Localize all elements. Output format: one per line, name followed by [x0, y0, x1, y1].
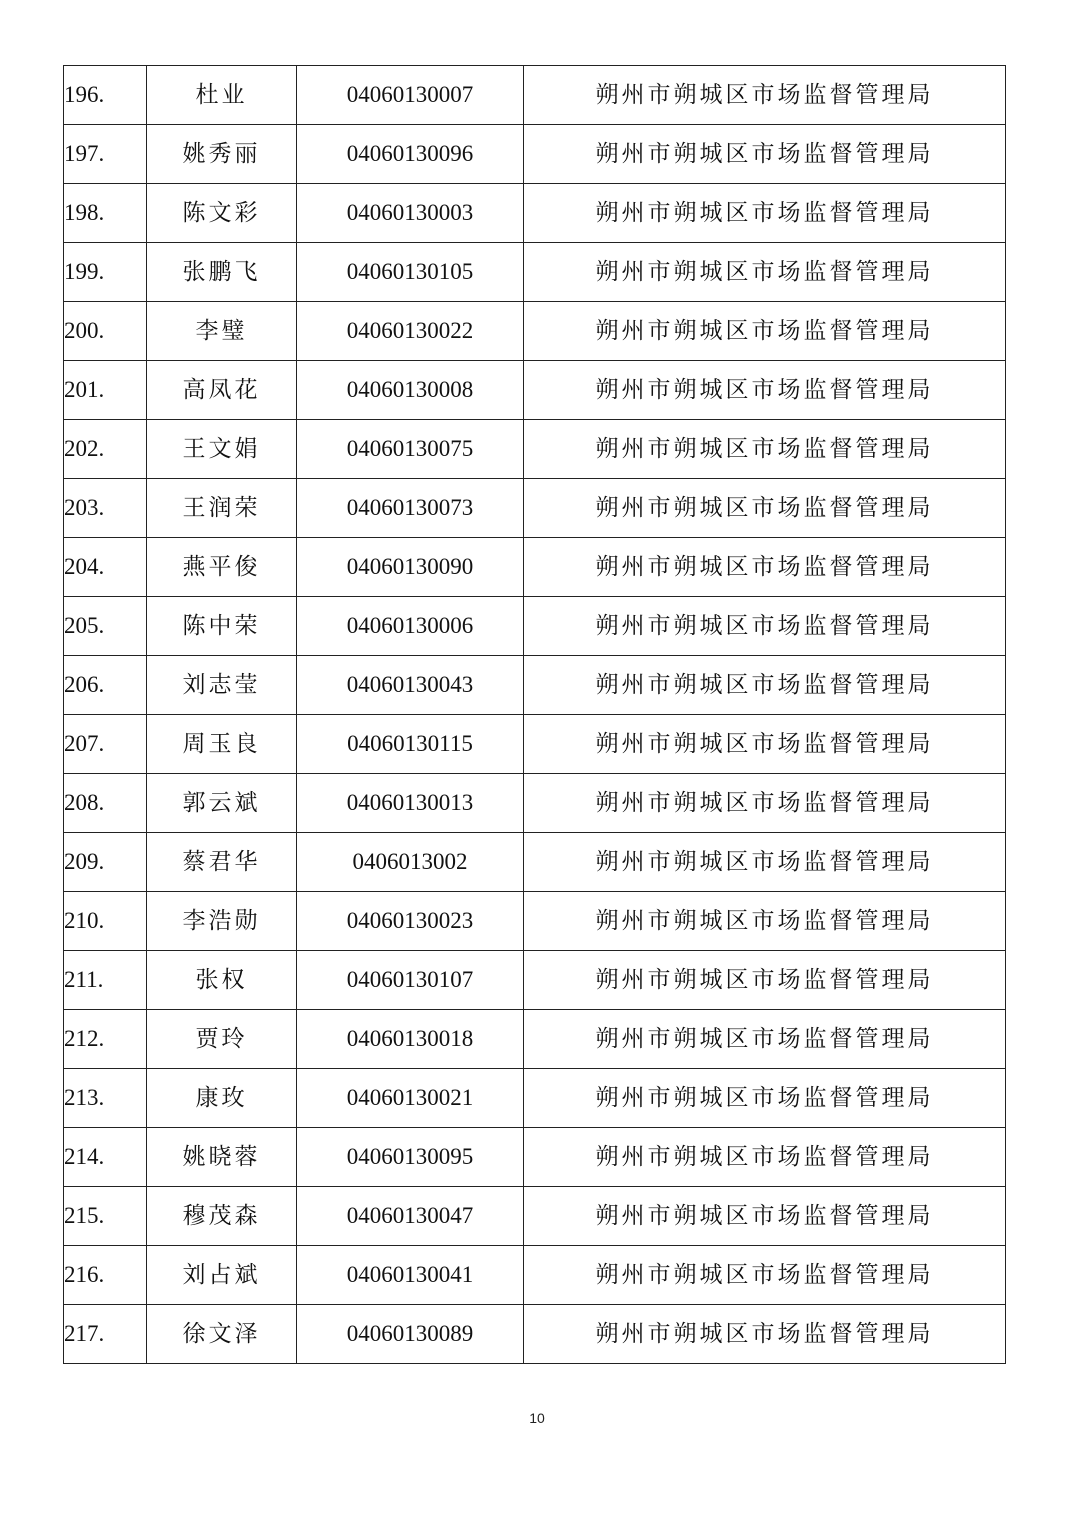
organization-cell: 朔州市朔城区市场监督管理局 — [524, 597, 1006, 656]
person-name-cell: 燕平俊 — [147, 538, 297, 597]
organization-cell: 朔州市朔城区市场监督管理局 — [524, 538, 1006, 597]
row-index-cell: 209. — [64, 833, 147, 892]
table-row — [64, 774, 1006, 833]
table-row — [64, 243, 1006, 302]
person-name-cell: 张鹏飞 — [147, 243, 297, 302]
organization-cell: 朔州市朔城区市场监督管理局 — [524, 125, 1006, 184]
person-name-cell: 刘志莹 — [147, 656, 297, 715]
row-index-cell: 200. — [64, 302, 147, 361]
certificate-number-cell: 04060130022 — [297, 302, 524, 361]
row-index-cell: 213. — [64, 1069, 147, 1128]
certificate-number-cell: 04060130023 — [297, 892, 524, 951]
certificate-number-cell: 04060130041 — [297, 1246, 524, 1305]
row-index-cell: 217. — [64, 1305, 147, 1364]
person-name-cell: 陈文彩 — [147, 184, 297, 243]
table-row — [64, 538, 1006, 597]
organization-cell: 朔州市朔城区市场监督管理局 — [524, 1010, 1006, 1069]
row-index-cell: 206. — [64, 656, 147, 715]
personnel-table-body — [64, 66, 1006, 1364]
table-row — [64, 1305, 1006, 1364]
organization-cell: 朔州市朔城区市场监督管理局 — [524, 420, 1006, 479]
organization-cell: 朔州市朔城区市场监督管理局 — [524, 66, 1006, 125]
row-index-cell: 207. — [64, 715, 147, 774]
row-index-cell: 216. — [64, 1246, 147, 1305]
person-name-cell: 蔡君华 — [147, 833, 297, 892]
row-index-cell: 211. — [64, 951, 147, 1010]
table-row — [64, 1128, 1006, 1187]
table-row — [64, 125, 1006, 184]
organization-cell: 朔州市朔城区市场监督管理局 — [524, 479, 1006, 538]
organization-cell: 朔州市朔城区市场监督管理局 — [524, 1069, 1006, 1128]
row-index-cell: 205. — [64, 597, 147, 656]
certificate-number-cell: 04060130096 — [297, 125, 524, 184]
row-index-cell: 202. — [64, 420, 147, 479]
person-name-cell: 姚晓蓉 — [147, 1128, 297, 1187]
table-row — [64, 479, 1006, 538]
organization-cell: 朔州市朔城区市场监督管理局 — [524, 361, 1006, 420]
certificate-number-cell: 04060130115 — [297, 715, 524, 774]
person-name-cell: 周玉良 — [147, 715, 297, 774]
page-number: 10 — [529, 1410, 545, 1426]
organization-cell: 朔州市朔城区市场监督管理局 — [524, 892, 1006, 951]
certificate-number-cell: 04060130075 — [297, 420, 524, 479]
person-name-cell: 李浩勋 — [147, 892, 297, 951]
row-index-cell: 214. — [64, 1128, 147, 1187]
person-name-cell: 陈中荣 — [147, 597, 297, 656]
certificate-number-cell: 04060130021 — [297, 1069, 524, 1128]
certificate-number-cell: 04060130105 — [297, 243, 524, 302]
table-row — [64, 892, 1006, 951]
organization-cell: 朔州市朔城区市场监督管理局 — [524, 1128, 1006, 1187]
certificate-number-cell: 04060130013 — [297, 774, 524, 833]
table-row — [64, 951, 1006, 1010]
person-name-cell: 郭云斌 — [147, 774, 297, 833]
certificate-number-cell: 04060130043 — [297, 656, 524, 715]
person-name-cell: 张权 — [147, 951, 297, 1010]
organization-cell: 朔州市朔城区市场监督管理局 — [524, 656, 1006, 715]
personnel-table — [63, 65, 1006, 1364]
person-name-cell: 姚秀丽 — [147, 125, 297, 184]
organization-cell: 朔州市朔城区市场监督管理局 — [524, 1187, 1006, 1246]
person-name-cell: 刘占斌 — [147, 1246, 297, 1305]
person-name-cell: 王润荣 — [147, 479, 297, 538]
table-row — [64, 184, 1006, 243]
table-row — [64, 1187, 1006, 1246]
person-name-cell: 李璧 — [147, 302, 297, 361]
row-index-cell: 215. — [64, 1187, 147, 1246]
certificate-number-cell: 04060130090 — [297, 538, 524, 597]
organization-cell: 朔州市朔城区市场监督管理局 — [524, 243, 1006, 302]
organization-cell: 朔州市朔城区市场监督管理局 — [524, 833, 1006, 892]
certificate-number-cell: 04060130018 — [297, 1010, 524, 1069]
person-name-cell: 穆茂森 — [147, 1187, 297, 1246]
organization-cell: 朔州市朔城区市场监督管理局 — [524, 715, 1006, 774]
table-row — [64, 66, 1006, 125]
certificate-number-cell: 04060130073 — [297, 479, 524, 538]
person-name-cell: 杜业 — [147, 66, 297, 125]
certificate-number-cell: 04060130006 — [297, 597, 524, 656]
row-index-cell: 204. — [64, 538, 147, 597]
row-index-cell: 203. — [64, 479, 147, 538]
table-row — [64, 656, 1006, 715]
table-row — [64, 361, 1006, 420]
person-name-cell: 贾玲 — [147, 1010, 297, 1069]
table-row — [64, 715, 1006, 774]
row-index-cell: 210. — [64, 892, 147, 951]
table-row — [64, 1010, 1006, 1069]
certificate-number-cell: 04060130007 — [297, 66, 524, 125]
row-index-cell: 197. — [64, 125, 147, 184]
person-name-cell: 康玫 — [147, 1069, 297, 1128]
row-index-cell: 208. — [64, 774, 147, 833]
person-name-cell: 王文娟 — [147, 420, 297, 479]
certificate-number-cell: 04060130047 — [297, 1187, 524, 1246]
table-row — [64, 833, 1006, 892]
row-index-cell: 196. — [64, 66, 147, 125]
organization-cell: 朔州市朔城区市场监督管理局 — [524, 302, 1006, 361]
table-row — [64, 597, 1006, 656]
organization-cell: 朔州市朔城区市场监督管理局 — [524, 184, 1006, 243]
organization-cell: 朔州市朔城区市场监督管理局 — [524, 1305, 1006, 1364]
row-index-cell: 212. — [64, 1010, 147, 1069]
row-index-cell: 198. — [64, 184, 147, 243]
organization-cell: 朔州市朔城区市场监督管理局 — [524, 774, 1006, 833]
table-row — [64, 1246, 1006, 1305]
certificate-number-cell: 04060130107 — [297, 951, 524, 1010]
person-name-cell: 徐文泽 — [147, 1305, 297, 1364]
certificate-number-cell: 04060130095 — [297, 1128, 524, 1187]
organization-cell: 朔州市朔城区市场监督管理局 — [524, 951, 1006, 1010]
table-row — [64, 420, 1006, 479]
certificate-number-cell: 04060130003 — [297, 184, 524, 243]
person-name-cell: 高凤花 — [147, 361, 297, 420]
table-row — [64, 1069, 1006, 1128]
certificate-number-cell: 04060130089 — [297, 1305, 524, 1364]
certificate-number-cell: 0406013002 — [297, 833, 524, 892]
table-row — [64, 302, 1006, 361]
certificate-number-cell: 04060130008 — [297, 361, 524, 420]
organization-cell: 朔州市朔城区市场监督管理局 — [524, 1246, 1006, 1305]
row-index-cell: 201. — [64, 361, 147, 420]
row-index-cell: 199. — [64, 243, 147, 302]
